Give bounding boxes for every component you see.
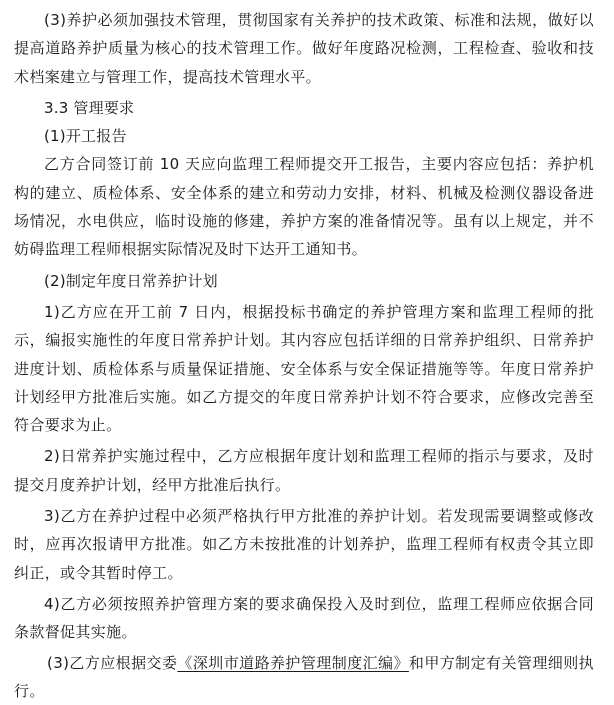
regulations-document-title: 《深圳市道路养护管理制度汇编》 [177, 653, 409, 672]
paragraph-regulations [14, 649, 594, 705]
regulations-text-after: 和甲方制定有关管理细则执行。 [14, 653, 594, 700]
document-body [14, 6, 594, 705]
paragraph-plan-item-4: 4)乙方必须按照养护管理方案的要求确保投入及时到位，监理工程师应依据合同条款督促其实施。 [14, 594, 594, 642]
paragraph-plan-item-1: 1)乙方应在开工前 7 日内，根据投标书确定的养护管理方案和监理工程师的批示，编报实施性的年度日常养护计划。其内容应包括详细的日常养护组织、日常养护进度计划、质检体系与质量保证措施、安全体系与安全保证措施等等。年度日常养护计划经甲方批准后实施。如乙方提交的年度日常养护计划不符合要求，应修改完善至符合要求为止。 [14, 302, 594, 435]
paragraph-technical-management: (3)养护必须加强技术管理，贯彻国家有关养护的技术政策、标准和法规，做好以提高道路养护质量为核心的技术管理工作。做好年度路况检测，工程检查、验收和技术档案建立与管理工作，提高技术管理水平。 [14, 11, 594, 86]
paragraph-start-report: 乙方合同签订前 10 天应向监理工程师提交开工报告，主要内容应包括：养护机构的建立、质检体系、安全体系的建立和劳动力安排，材料、机械及检测仪器设备进场情况，水电供应，临时设施的修建，养护方案的准备情况等。虽有以上规定，并不妨碍监理工程师根据实际情况及时下达开工通知书。 [14, 155, 594, 259]
regulations-text-before: (3)乙方应根据交委 [47, 653, 178, 672]
section-heading-3-3: 3.3 管理要求 [44, 98, 135, 117]
subheading-start-report: (1)开工报告 [44, 127, 127, 146]
subheading-annual-plan: (2)制定年度日常养护计划 [44, 271, 218, 290]
paragraph-plan-item-2: 2)日常养护实施过程中，乙方应根据年度计划和监理工程师的指示与要求，及时提交月度养护计划，经甲方批准后执行。 [14, 447, 594, 494]
paragraph-plan-item-3: 3)乙方在养护过程中必须严格执行甲方批准的养护计划。若发现需要调整或修改时，应再次报请甲方批准。如乙方未按批准的计划养护，监理工程师有权责令其立即纠正，或令其暂时停工。 [14, 507, 594, 582]
